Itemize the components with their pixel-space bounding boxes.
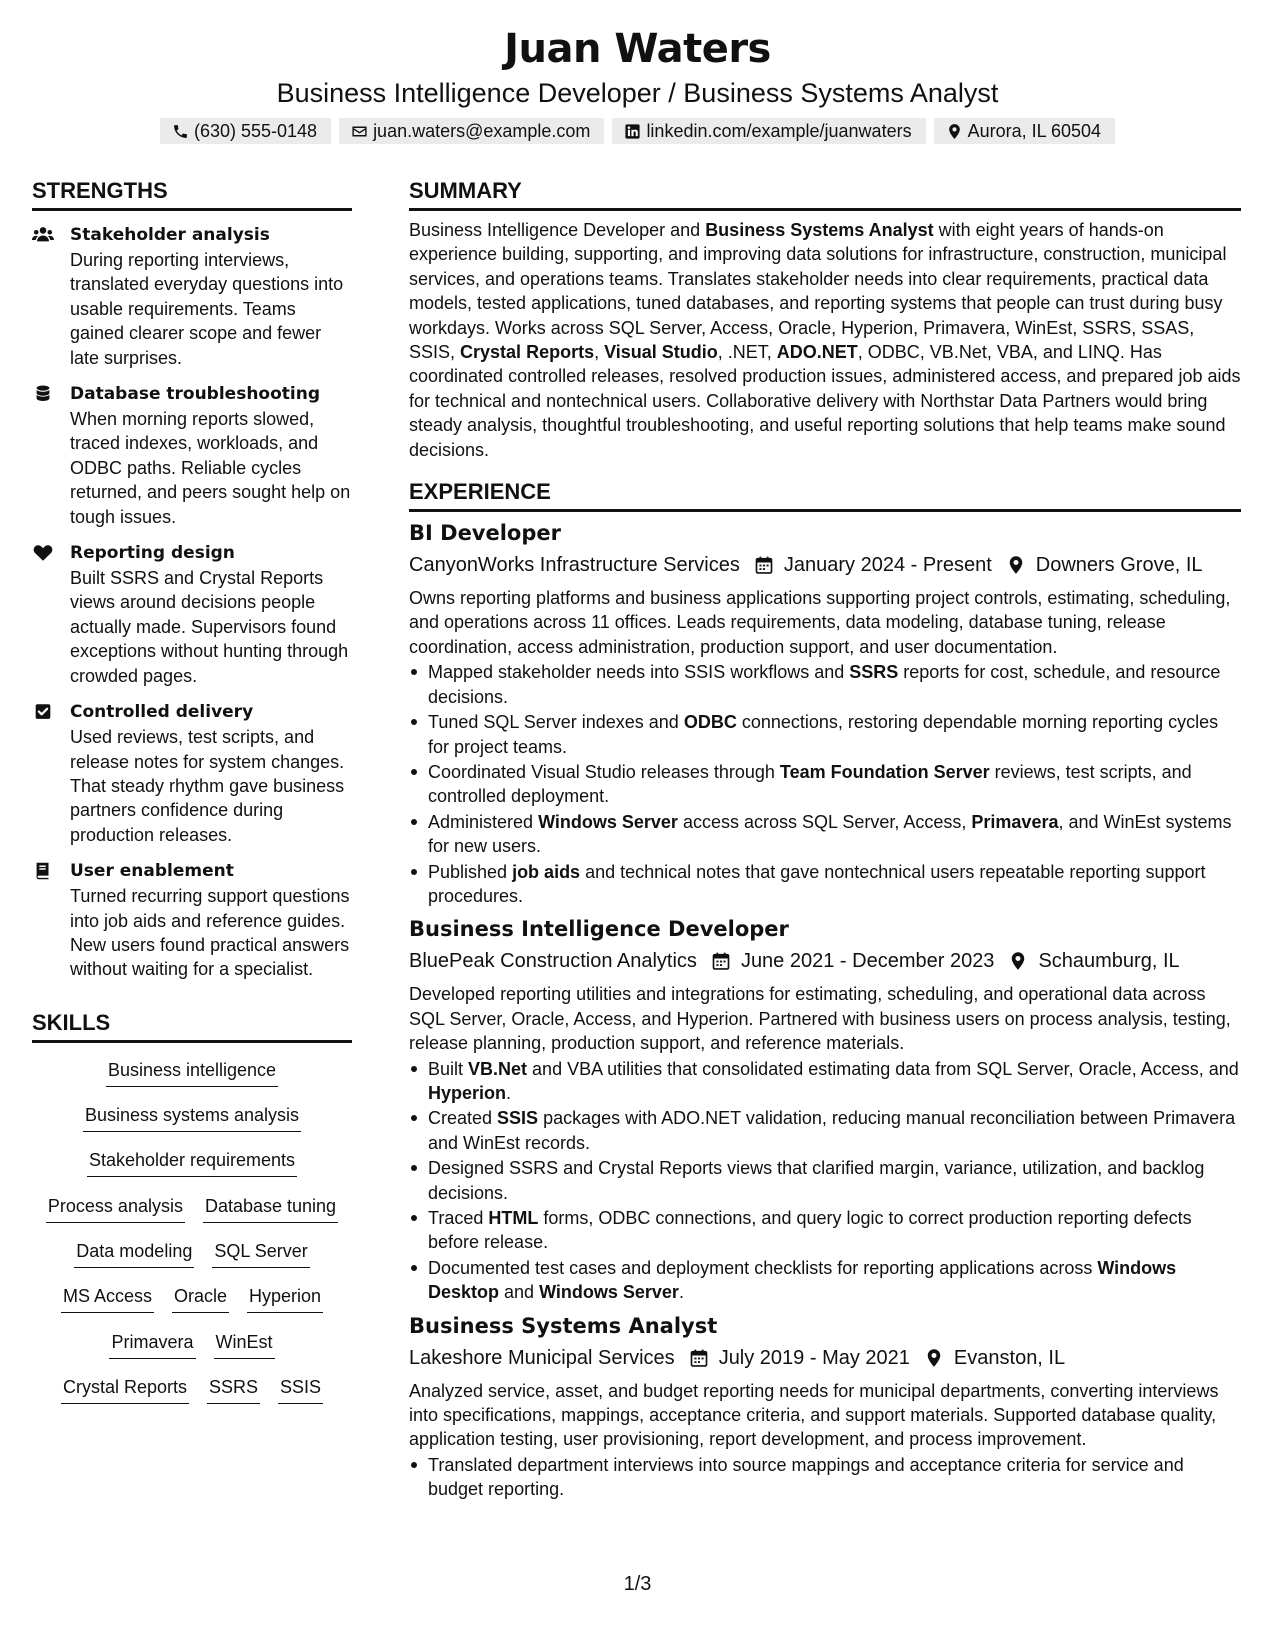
job-company: Lakeshore Municipal Services bbox=[409, 1346, 675, 1369]
job-company: BluePeak Construction Analytics bbox=[409, 950, 697, 973]
skill-tag: Crystal Reports bbox=[61, 1374, 189, 1404]
skill-tag: Business intelligence bbox=[106, 1057, 278, 1087]
jobs-list bbox=[409, 518, 1241, 1502]
job-title: Business Systems Analyst bbox=[409, 1313, 718, 1338]
linkedin-text: linkedin.com/example/juanwaters bbox=[646, 121, 912, 141]
job-entry bbox=[409, 914, 1241, 1304]
job-location: Downers Grove, IL bbox=[1035, 554, 1203, 577]
job-bullets bbox=[409, 1057, 1241, 1305]
skill-tag: Process analysis bbox=[46, 1193, 185, 1223]
map-pin-icon bbox=[924, 1348, 944, 1368]
strength-text: Used reviews, test scripts, and release notes for system changes. That steady rhythm gave business partners confidence during production releases. bbox=[70, 727, 345, 845]
job-dates: June 2021 - December 2023 bbox=[740, 950, 995, 973]
skill-tag: Business systems analysis bbox=[83, 1102, 301, 1132]
job-meta bbox=[409, 550, 1241, 580]
skills-heading: SKILLS bbox=[32, 1008, 352, 1043]
strength-text: Built SSRS and Crystal Reports views around decisions people actually made. Supervisors found exceptions without hunting through crowded pages. bbox=[70, 568, 349, 686]
map-pin-icon bbox=[1006, 555, 1026, 575]
email-text: juan.waters@example.com bbox=[373, 121, 591, 141]
job-description: Analyzed service, asset, and budget reporting needs for municipal departments, converting interviews into specifications, mappings, acceptance criteria, and support materials. Supported database quality, application testing, user provisioning, report development, and process improvement. bbox=[409, 1380, 1219, 1450]
skill-row bbox=[32, 1102, 352, 1147]
envelope-icon bbox=[351, 123, 368, 140]
skill-tag: Data modeling bbox=[74, 1238, 194, 1268]
job-meta bbox=[409, 946, 1241, 976]
strength-text: During reporting interviews, translated everyday questions into usable requirements. Teams gained clearer scope and fewer late surprises. bbox=[70, 250, 344, 368]
calendar-icon bbox=[689, 1348, 709, 1368]
skill-row bbox=[32, 1374, 352, 1419]
job-description: Owns reporting platforms and business applications supporting project controls, estimating, scheduling, and operations across 11 offices. Leads requirements, data modeling, database tuning, release coordination, access administration, production support, and user documentation. bbox=[409, 588, 1231, 657]
map-pin-icon bbox=[946, 123, 963, 140]
contact-linkedin[interactable] bbox=[612, 118, 925, 144]
bullet-item: Mapped stakeholder needs into SSIS workflows and SSRS reports for cost, schedule, and resource decisions. bbox=[409, 660, 1241, 709]
skill-tag: Hyperion bbox=[247, 1283, 323, 1313]
job-dates: July 2019 - May 2021 bbox=[718, 1346, 910, 1369]
job-title: BI Developer bbox=[409, 521, 561, 546]
contact-location bbox=[934, 118, 1115, 144]
strength-title: Reporting design bbox=[70, 543, 235, 564]
skill-row bbox=[32, 1238, 352, 1283]
skill-row bbox=[32, 1193, 352, 1238]
bullet-item: Documented test cases and deployment checklists for reporting applications across Windows Desktop and Windows Server. bbox=[409, 1256, 1241, 1305]
job-bullets bbox=[409, 1453, 1241, 1502]
job-entry bbox=[409, 518, 1241, 908]
contact-email[interactable] bbox=[339, 118, 604, 144]
job-location: Schaumburg, IL bbox=[1038, 950, 1180, 973]
candidate-name: Juan Waters bbox=[504, 26, 771, 72]
job-location: Evanston, IL bbox=[953, 1346, 1066, 1369]
job-dates: January 2024 - Present bbox=[783, 554, 992, 577]
bullet-item: Built VB.Net and VBA utilities that consolidated estimating data from SQL Server, Oracle, Access, and Hyperion. bbox=[409, 1057, 1241, 1106]
page-number: 1/3 bbox=[623, 1573, 652, 1595]
skill-tag: Primavera bbox=[109, 1329, 195, 1359]
bullet-item: Published job aids and technical notes that gave nontechnical users repeatable reporting support procedures. bbox=[409, 860, 1241, 909]
candidate-role: Business Intelligence Developer / Business Systems Analyst bbox=[276, 78, 999, 108]
checkbox-icon bbox=[32, 700, 70, 847]
database-icon bbox=[32, 382, 70, 529]
bullet-item: Tuned SQL Server indexes and ODBC connections, restoring dependable morning reporting cycles for project teams. bbox=[409, 710, 1241, 759]
strength-item bbox=[32, 382, 352, 529]
left-column bbox=[32, 176, 352, 1419]
skill-tag: Stakeholder requirements bbox=[87, 1147, 297, 1177]
linkedin-icon bbox=[624, 123, 641, 140]
map-pin-icon bbox=[1008, 951, 1028, 971]
bullet-item: Administered Windows Server access across SQL Server, Access, Primavera, and WinEst systems for new users. bbox=[409, 810, 1241, 859]
contact-row bbox=[0, 118, 1275, 144]
strength-title: User enablement bbox=[70, 861, 234, 882]
skill-tag: Database tuning bbox=[203, 1193, 338, 1223]
job-entry bbox=[409, 1311, 1241, 1502]
phone-text: (630) 555-0148 bbox=[193, 121, 318, 141]
calendar-icon bbox=[754, 555, 774, 575]
calendar-icon bbox=[711, 951, 731, 971]
skills-list bbox=[32, 1057, 352, 1419]
location-text: Aurora, IL 60504 bbox=[967, 121, 1102, 141]
strength-title: Database troubleshooting bbox=[70, 384, 321, 405]
contact-phone[interactable] bbox=[160, 118, 331, 144]
strength-item bbox=[32, 700, 352, 847]
strength-title: Controlled delivery bbox=[70, 702, 254, 723]
skill-row bbox=[32, 1329, 352, 1374]
strength-text: Turned recurring support questions into job aids and reference guides. New users found practical answers without waiting for a specialist. bbox=[70, 886, 350, 980]
skill-tag: SSIS bbox=[278, 1374, 323, 1404]
skill-row bbox=[32, 1147, 352, 1192]
users-icon bbox=[32, 223, 70, 370]
job-bullets bbox=[409, 660, 1241, 908]
bullet-item: Created SSIS packages with ADO.NET validation, reducing manual reconciliation between Primavera and WinEst records. bbox=[409, 1106, 1241, 1155]
job-company: CanyonWorks Infrastructure Services bbox=[409, 554, 740, 577]
heart-icon bbox=[32, 541, 70, 688]
bullet-item: Coordinated Visual Studio releases through Team Foundation Server reviews, test scripts, and controlled deployment. bbox=[409, 760, 1241, 809]
job-title: Business Intelligence Developer bbox=[409, 917, 789, 942]
skill-row bbox=[32, 1283, 352, 1328]
resume-header bbox=[0, 0, 1275, 144]
experience-heading: EXPERIENCE bbox=[409, 477, 1241, 512]
job-meta bbox=[409, 1343, 1241, 1373]
job-description: Developed reporting utilities and integrations for estimating, scheduling, and operational data across SQL Server, Oracle, Access, and Hyperion. Partnered with business users on process analysis, testing, release planning, production support, and reference materials. bbox=[409, 984, 1231, 1054]
experience-section bbox=[409, 477, 1241, 1502]
skill-tag: WinEst bbox=[214, 1329, 275, 1359]
bullet-item: Traced HTML forms, ODBC connections, and query logic to correct production reporting defects before release. bbox=[409, 1206, 1241, 1255]
strengths-heading: STRENGTHS bbox=[32, 176, 352, 211]
skills-section bbox=[32, 1008, 352, 1419]
strength-item bbox=[32, 859, 352, 982]
strength-item bbox=[32, 541, 352, 688]
summary-text: Business Intelligence Developer and Business Systems Analyst with eight years of hands-on experience building, supporting, and improving data solutions for infrastructure, construction, municipal services, and operations teams. Translates stakeholder needs into clear requirements, practical data models, tested applications, tuned databases, and reporting systems that people can trust during busy workdays. Works across SQL Server, Access, Oracle, Hyperion, Primavera, WinEst, SSRS, SSAS, SSIS, Crystal Reports, Visual Studio, .NET, ADO.NET, ODBC, VB.Net, VBA, and LINQ. Has coordinated controlled releases, resolved production issues, administered access, and prepared job aids for technical and nontechnical users. Collaborative delivery with Northstar Data Partners would bring steady analysis, thoughtful troubleshooting, and useful reporting solutions that help teams make sound decisions. bbox=[409, 220, 1241, 460]
bullet-item: Translated department interviews into source mappings and acceptance criteria for service and budget reporting. bbox=[409, 1453, 1241, 1502]
skill-row bbox=[32, 1057, 352, 1102]
skill-tag: MS Access bbox=[61, 1283, 154, 1313]
summary-heading: SUMMARY bbox=[409, 176, 1241, 211]
skill-tag: SSRS bbox=[207, 1374, 260, 1404]
phone-icon bbox=[172, 123, 189, 140]
skill-tag: SQL Server bbox=[212, 1238, 309, 1268]
bullet-item: Designed SSRS and Crystal Reports views that clarified margin, variance, utilization, and backlog decisions. bbox=[409, 1156, 1241, 1205]
strength-title: Stakeholder analysis bbox=[70, 225, 270, 245]
right-column bbox=[409, 176, 1241, 1503]
strength-item bbox=[32, 223, 352, 370]
book-icon bbox=[32, 859, 70, 982]
strength-text: When morning reports slowed, traced indexes, workloads, and ODBC paths. Reliable cycles returned, and peers sought help on tough issues. bbox=[70, 409, 351, 527]
skill-tag: Oracle bbox=[172, 1283, 229, 1313]
